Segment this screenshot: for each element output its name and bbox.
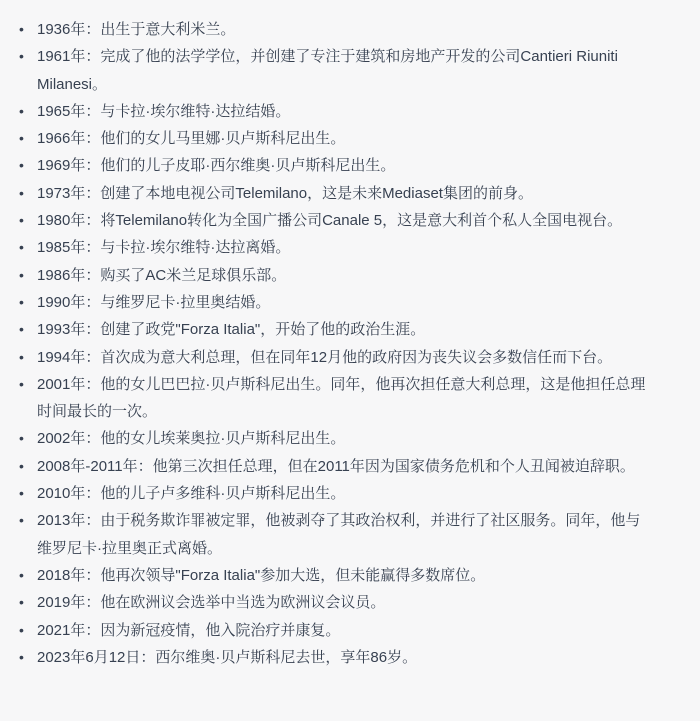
timeline-year: 1966年 xyxy=(37,130,86,148)
timeline-item xyxy=(0,507,647,562)
bullet-icon: • xyxy=(19,457,24,474)
bullet-icon: • xyxy=(19,212,24,229)
timeline-text: 将Telemilano转化为全国广播公司Canale 5，这是意大利首个私人全国电视台。 xyxy=(100,212,623,230)
bullet-icon: • xyxy=(19,430,24,447)
timeline-text: 购买了AC米兰足球俱乐部。 xyxy=(100,266,287,284)
bullet-icon: • xyxy=(19,239,24,256)
separator: ： xyxy=(85,102,101,120)
timeline-item xyxy=(0,289,647,316)
separator: ： xyxy=(85,184,101,202)
timeline-year: 1994年 xyxy=(37,348,86,366)
separator: ： xyxy=(85,321,101,339)
bullet-icon: • xyxy=(19,648,24,665)
timeline-item xyxy=(0,562,647,589)
timeline-text: 他的儿子卢多维科·贝卢斯科尼出生。 xyxy=(100,485,346,503)
timeline-year: 1986年 xyxy=(37,266,86,284)
timeline-text: 他们的儿子皮耶·西尔维奥·贝卢斯科尼出生。 xyxy=(100,157,396,175)
timeline-year: 2001年 xyxy=(37,375,86,393)
separator: ： xyxy=(85,48,101,66)
timeline-year: 1936年 xyxy=(37,21,86,38)
bullet-icon: • xyxy=(19,293,24,310)
separator: ： xyxy=(85,512,101,530)
timeline-item xyxy=(0,617,647,644)
timeline-year: 1969年 xyxy=(37,157,86,175)
timeline-text: 他的女儿巴巴拉·贝卢斯科尼出生。同年，他再次担任意大利总理，这是他担任总理时间最长的一次。 xyxy=(37,375,646,421)
timeline-item xyxy=(0,180,647,207)
separator: ： xyxy=(85,212,101,230)
separator: ： xyxy=(85,21,101,38)
separator: ： xyxy=(85,266,101,284)
timeline-text: 他在欧洲议会选举中当选为欧洲议会议员。 xyxy=(100,594,386,612)
timeline-item xyxy=(0,262,647,289)
timeline-text: 创建了政党"Forza Italia"，开始了他的政治生涯。 xyxy=(100,321,426,339)
separator: ： xyxy=(85,130,101,148)
separator: ： xyxy=(85,430,101,448)
timeline-item xyxy=(0,16,647,43)
bullet-icon: • xyxy=(19,48,24,65)
separator: ： xyxy=(137,457,153,475)
timeline-item xyxy=(0,480,647,507)
bullet-icon: • xyxy=(19,512,24,529)
timeline-text: 完成了他的法学学位，并创建了专注于建筑和房地产开发的公司Cantieri Riuniti Milanesi。 xyxy=(37,48,618,93)
timeline-text: 首次成为意大利总理，但在同年12月他的政府因为丧失议会多数信任而下台。 xyxy=(100,348,613,366)
timeline-year: 2019年 xyxy=(37,594,86,612)
timeline-year: 2013年 xyxy=(37,512,86,530)
bullet-icon: • xyxy=(19,266,24,283)
timeline-text: 创建了本地电视公司Telemilano，这是未来Mediaset集团的前身。 xyxy=(100,184,533,202)
separator: ： xyxy=(85,293,101,311)
timeline-year: 1961年 xyxy=(37,48,86,66)
separator: ： xyxy=(85,621,101,639)
bullet-icon: • xyxy=(19,594,24,611)
timeline-text: 他的女儿埃莱奥拉·贝卢斯科尼出生。 xyxy=(100,430,346,448)
timeline-item xyxy=(0,644,647,671)
timeline-text: 与维罗尼卡·拉里奥结婚。 xyxy=(100,293,271,311)
timeline-year: 2008年-2011年 xyxy=(37,457,138,475)
timeline-year: 1980年 xyxy=(37,212,86,230)
timeline-text: 他第三次担任总理，但在2011年因为国家债务危机和个人丑闻被迫辞职。 xyxy=(152,457,635,475)
bullet-icon: • xyxy=(19,621,24,638)
timeline-year: 2018年 xyxy=(37,566,86,584)
timeline-item xyxy=(0,152,647,179)
separator: ： xyxy=(85,594,101,612)
bullet-icon: • xyxy=(19,157,24,174)
separator: ： xyxy=(85,348,101,366)
timeline-item xyxy=(0,125,647,152)
timeline-item xyxy=(0,425,647,452)
timeline-text: 出生于意大利米兰。 xyxy=(100,21,236,38)
timeline-year: 2021年 xyxy=(37,621,86,639)
separator: ： xyxy=(85,375,101,393)
timeline-item xyxy=(0,589,647,616)
timeline-text: 与卡拉·埃尔维特·达拉结婚。 xyxy=(100,102,291,120)
separator: ： xyxy=(85,485,101,503)
bullet-icon: • xyxy=(19,21,24,37)
timeline-item xyxy=(0,234,647,261)
timeline-item xyxy=(0,453,647,480)
timeline-year: 1990年 xyxy=(37,293,86,311)
timeline-text: 他再次领导"Forza Italia"参加大选，但未能赢得多数席位。 xyxy=(100,566,486,584)
separator: ： xyxy=(140,648,156,666)
timeline-text: 由于税务欺诈罪被定罪，他被剥夺了其政治权利，并进行了社区服务。同年，他与维罗尼卡·拉里奥正式离婚。 xyxy=(37,512,641,557)
timeline-item xyxy=(0,98,647,125)
bullet-icon: • xyxy=(19,375,24,392)
bullet-icon: • xyxy=(19,566,24,583)
timeline-year: 1965年 xyxy=(37,102,86,120)
bullet-icon: • xyxy=(19,130,24,147)
timeline-text: 因为新冠疫情，他入院治疗并康复。 xyxy=(100,621,341,639)
timeline-year: 2010年 xyxy=(37,485,86,503)
separator: ： xyxy=(85,239,101,257)
bullet-icon: • xyxy=(19,184,24,201)
timeline-year: 1973年 xyxy=(37,184,86,202)
separator: ： xyxy=(85,157,101,175)
timeline-item xyxy=(0,207,647,234)
timeline-text: 他们的女儿马里娜·贝卢斯科尼出生。 xyxy=(100,130,346,148)
timeline-year: 1985年 xyxy=(37,239,86,257)
timeline-year: 2023年6月12日 xyxy=(37,648,141,666)
timeline-year: 1993年 xyxy=(37,321,86,339)
bullet-icon: • xyxy=(19,485,24,502)
bullet-icon: • xyxy=(19,321,24,338)
bullet-icon: • xyxy=(19,102,24,119)
separator: ： xyxy=(85,566,101,584)
timeline-text: 与卡拉·埃尔维特·达拉离婚。 xyxy=(100,239,291,257)
timeline-item xyxy=(0,371,647,426)
timeline-item xyxy=(0,43,647,98)
timeline-year: 2002年 xyxy=(37,430,86,448)
timeline-item xyxy=(0,344,647,371)
bullet-icon: • xyxy=(19,348,24,365)
timeline-item xyxy=(0,316,647,343)
timeline-text: 西尔维奥·贝卢斯科尼去世，享年86岁。 xyxy=(155,648,418,666)
